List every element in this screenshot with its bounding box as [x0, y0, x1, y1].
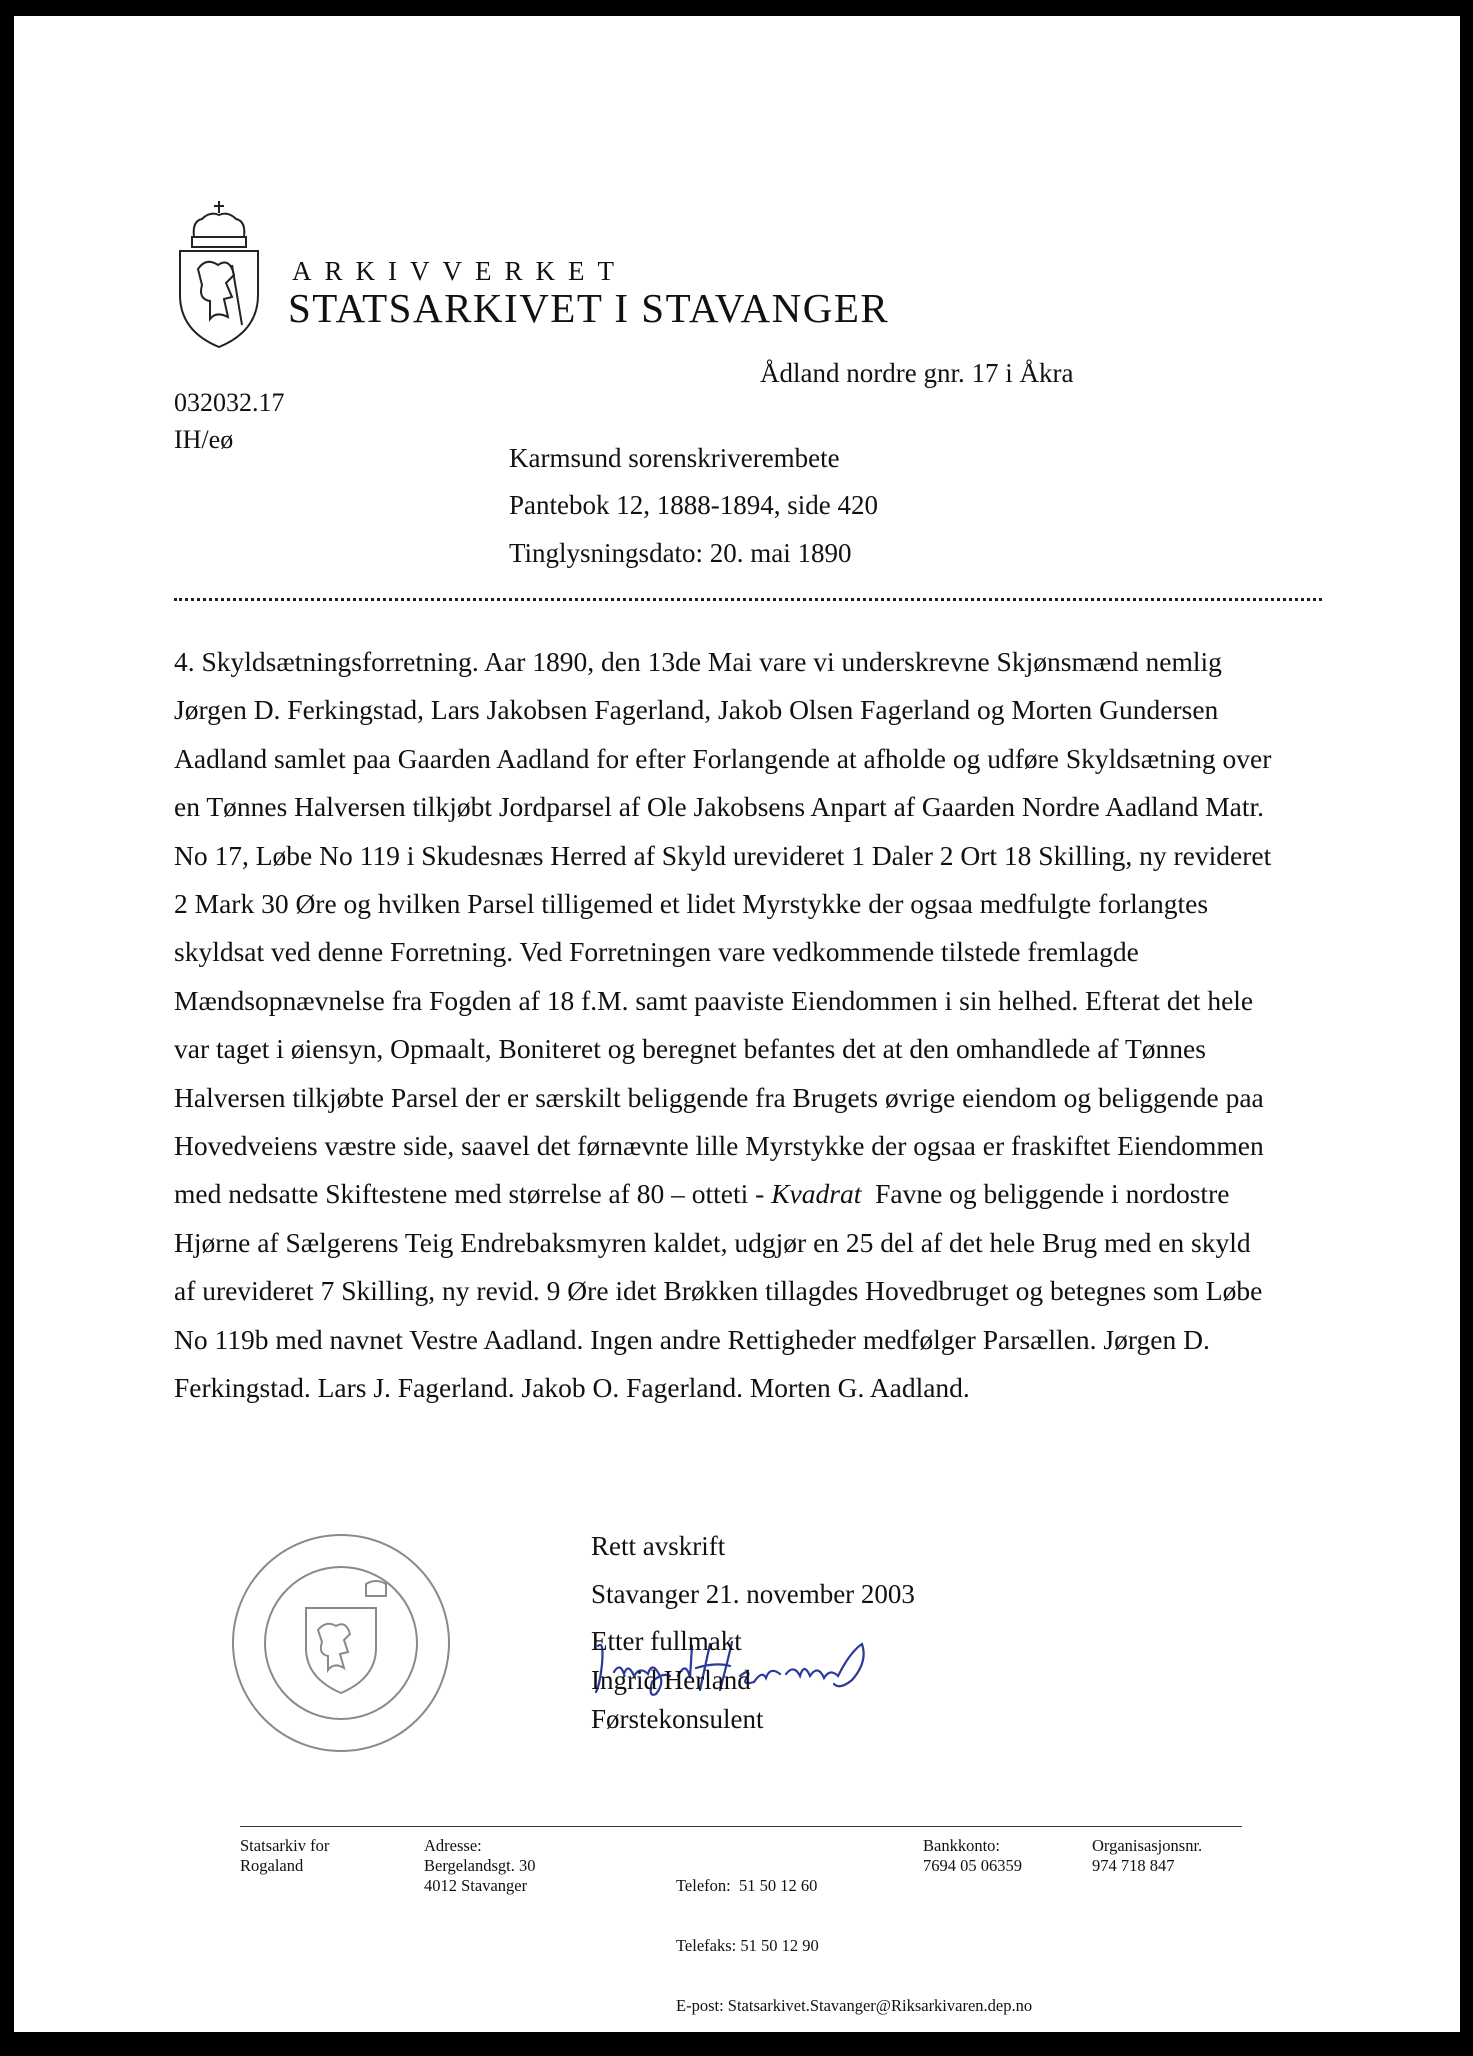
footer-text: Organisasjonsnr. [1092, 1836, 1203, 1855]
body-italic-word: Kvadrat [771, 1178, 862, 1210]
source-date: Tinglysningsdato: 20. mai 1890 [509, 538, 852, 568]
body-line: 2 Mark 30 Øre og hvilken Parsel tilligemed et lidet Myrstykke der ogsaa medfulgte forlangtes [174, 888, 1209, 920]
body-line: Hjørne af Sælgerens Teig Endrebaksmyren kaldet, udgjør en 25 del af det hele Brug med en skyld [174, 1226, 1251, 1258]
footer-bank [923, 1836, 1022, 1876]
footer-text: Telefaks: 51 50 12 90 [676, 1936, 819, 1955]
source-book: Pantebok 12, 1888-1894, side 420 [509, 490, 878, 520]
body-line: Ferkingstad. Lars J. Fagerland. Jakob O. Fagerland. Morten G. Aadland. [174, 1372, 970, 1404]
dotted-divider [174, 598, 1322, 609]
footer-address [424, 1836, 536, 1896]
signer-name: Ingrid Herland [591, 1665, 751, 1695]
archive-name-small: ARKIVVERKET [292, 256, 627, 286]
reference-initials: IH/eø [174, 425, 234, 454]
reference-number: 032032.17 [174, 388, 285, 417]
signer-title: Førstekonsulent [591, 1704, 764, 1734]
body-line: Jørgen D. Ferkingstad, Lars Jakobsen Fagerland, Jakob Olsen Fagerland og Morten Gundersen [174, 694, 1219, 726]
archive-stamp-icon [226, 1528, 456, 1758]
footer-text: Adresse: [424, 1836, 482, 1855]
body-line: No 119b med navnet Vestre Aadland. Ingen andre Rettigheder medfølger Parsællen. Jørgen D. [174, 1323, 1210, 1355]
archive-name: STATSARKIVET I STAVANGER [288, 285, 890, 331]
footer-divider [240, 1826, 1242, 1827]
footer-text: 974 718 847 [1092, 1856, 1175, 1875]
certification-place-date: Stavanger 21. november 2003 [591, 1579, 915, 1609]
body-line: Halversen tilkjøbte Parsel der er særskilt beliggende fra Brugets øvrige eiendom og beliggende paa [174, 1081, 1264, 1113]
source-office: Karmsund sorenskriverembete [509, 443, 840, 473]
body-line: Aadland samlet paa Gaarden Aadland for efter Forlangende at afholde og udføre Skyldsætning over [174, 742, 1272, 774]
footer-text: 7694 05 06359 [923, 1856, 1022, 1875]
body-line: en Tønnes Halversen tilkjøbt Jordparsel af Ole Jakobsens Anpart af Gaarden Nordre Aadland Matr. [174, 791, 1265, 823]
body-line-mixed [174, 1170, 1324, 1218]
body-text-segment: Favne og beliggende i nordostre [861, 1178, 1230, 1210]
document-subject: Ådland nordre gnr. 17 i Åkra [760, 358, 1074, 388]
transcription-body [174, 638, 1324, 1413]
certified-copy-label: Rett avskrift [591, 1531, 726, 1561]
footer-text: Telefon: 51 50 12 60 [676, 1876, 818, 1895]
footer-text: Statsarkiv for [240, 1836, 330, 1855]
footer-text: Rogaland [240, 1856, 304, 1875]
footer-archive [240, 1836, 329, 1876]
body-line: var taget i øiensyn, Opmaalt, Boniteret og beregnet befantes det at den omhandlede af Tønnes [174, 1033, 1206, 1065]
body-line: Hovedveiens væstre side, saavel det førnævnte lille Myrstykke der ogsaa er fraskiftet Eiendommen [174, 1130, 1264, 1162]
coat-of-arms-icon [176, 199, 262, 349]
body-line: skyldsat ved denne Forretning. Ved Forretningen vare vedkommende tilstede fremlagde [174, 936, 1139, 968]
body-line: Mændsopnævnelse fra Fogden af 18 f.M. samt paaviste Eiendommen i sin helhed. Efterat det hele [174, 984, 1254, 1016]
footer-orgnr [1092, 1836, 1202, 1876]
footer-email: E-post: Statsarkivet.Stavanger@Riksarkivaren.dep.no [676, 1996, 1033, 2015]
footer-text: 4012 Stavanger [424, 1876, 528, 1895]
body-line: 4. Skyldsætningsforretning. Aar 1890, den 13de Mai vare vi underskrevne Skjønsmænd nemlig [174, 646, 1222, 677]
body-text-segment: med nedsatte Skiftestene med størrelse af 80 – otteti - [174, 1178, 772, 1210]
body-line: af urevideret 7 Skilling, ny revid. 9 Øre idet Brøkken tillagdes Hovedbruget og betegnes som Løbe [174, 1275, 1263, 1307]
footer-text: Bergelandsgt. 30 [424, 1856, 536, 1875]
body-line: No 17, Løbe No 119 i Skudesnæs Herred af Skyld urevideret 1 Daler 2 Ort 18 Skilling, ny revideret [174, 839, 1272, 871]
footer-text: Bankkonto: [923, 1836, 1000, 1855]
authorization-label: Etter fullmakt [591, 1626, 742, 1656]
document-page [14, 16, 1460, 2032]
